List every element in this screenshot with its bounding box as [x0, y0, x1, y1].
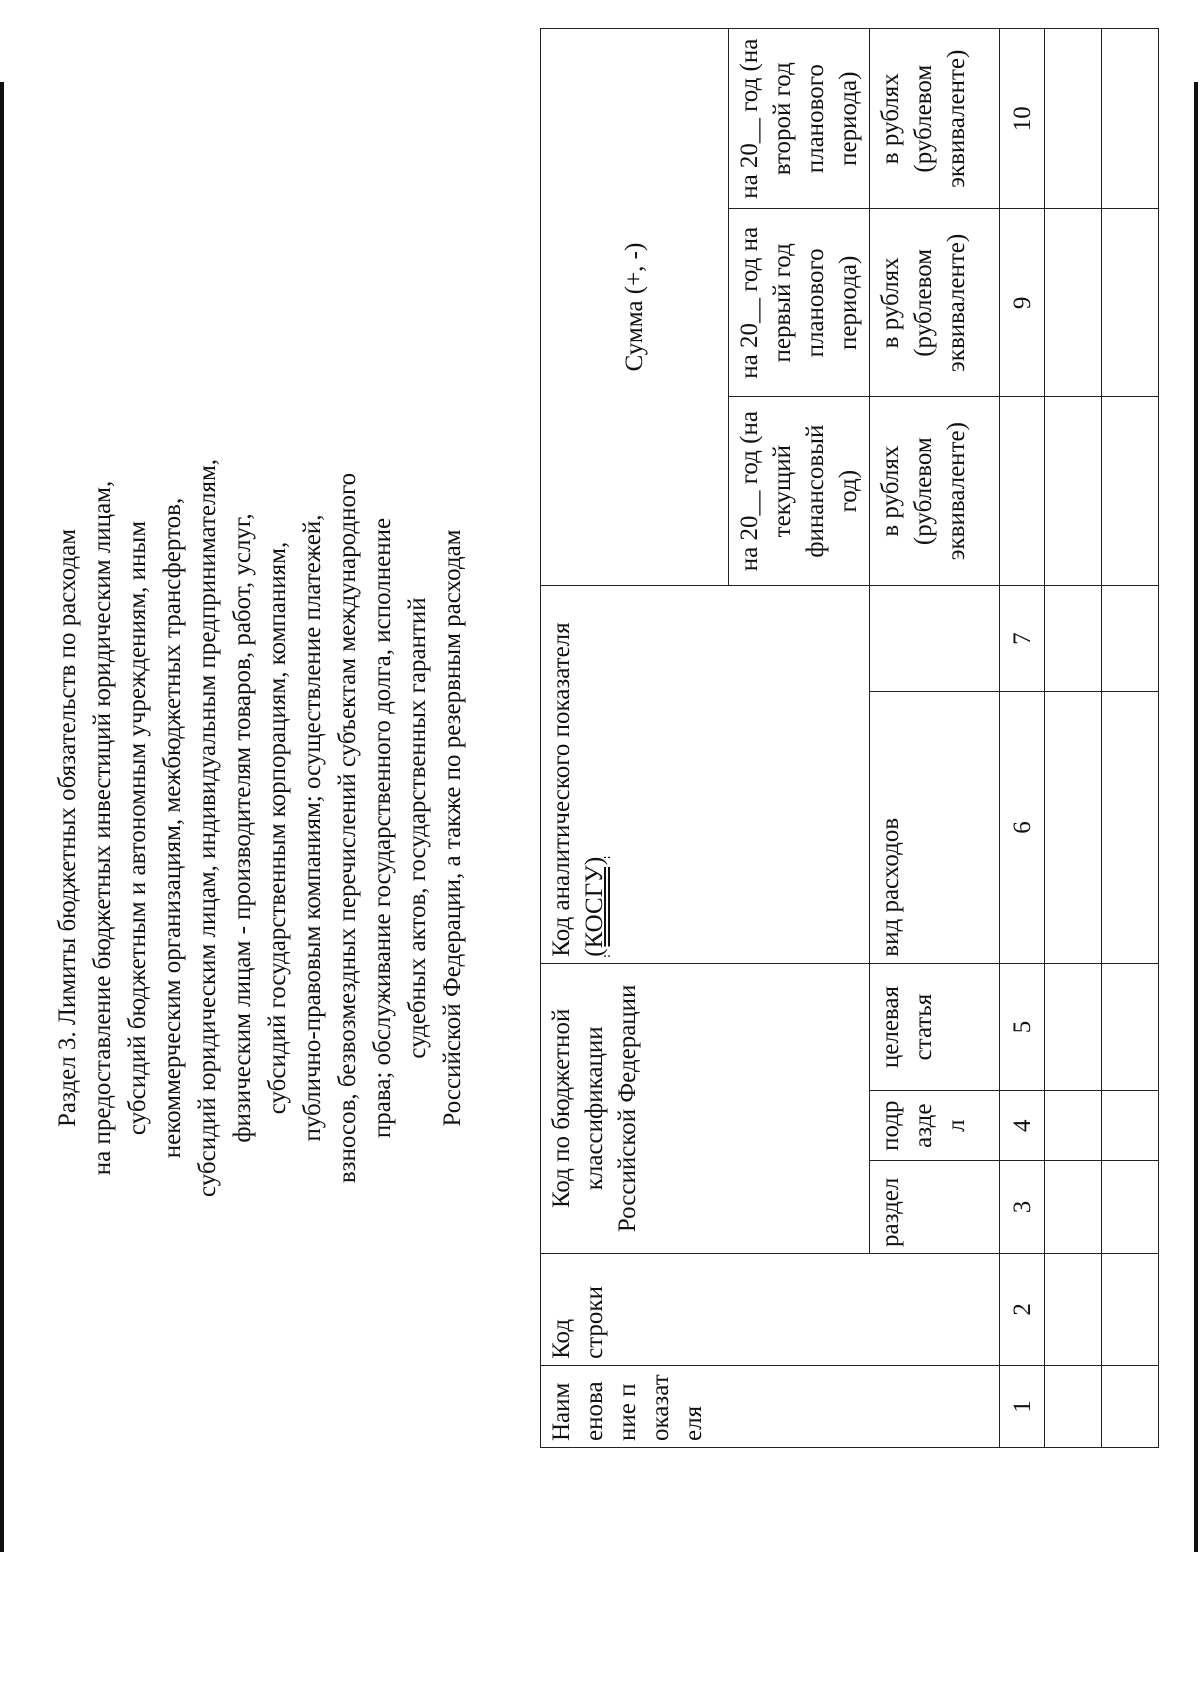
- table-cell: [1102, 1365, 1159, 1447]
- table-cell: [1102, 586, 1159, 692]
- header-row-code: Код строки: [541, 1253, 1000, 1365]
- table-cell: [1045, 963, 1102, 1091]
- column-numbers-row: [1000, 29, 1045, 1448]
- table-cell: [1102, 963, 1159, 1091]
- header-target-article: целевая статья: [870, 963, 1000, 1091]
- empty-data-row: [1102, 29, 1159, 1448]
- header-empty-cell: [870, 586, 1000, 692]
- heading-line: субсидий юридическим лицам, индивидуальным предпринимателям,: [194, 458, 221, 1198]
- heading-line: физическим лицам - производителям товаров, работ, услуг,: [229, 513, 256, 1143]
- heading-line: права; обслуживание государственного долга, исполнение: [369, 517, 396, 1139]
- table-cell: [1102, 1253, 1159, 1365]
- header-row-3: [870, 29, 1000, 1448]
- header-year-current: на 20__ год (на текущий финансовый год): [729, 397, 870, 586]
- table-cell: [1102, 692, 1159, 964]
- table-cell: [1102, 29, 1159, 209]
- table-cell: [1045, 397, 1102, 586]
- empty-data-row: [1045, 29, 1102, 1448]
- heading-line: субсидий бюджетным и автономным учреждениям, иным: [124, 520, 151, 1136]
- header-analytic-code-prefix: Код аналитического показателя: [548, 622, 575, 957]
- table-cell: [1045, 1161, 1102, 1254]
- header-indicator-name: Наименование показателя: [541, 1365, 1000, 1447]
- column-number: 1: [1000, 1365, 1045, 1447]
- header-year-second: на 20__ год (на второй год планового периода): [729, 29, 870, 209]
- kosgu-link[interactable]: (КОСГУ): [581, 856, 608, 957]
- heading-line: взносов, безвозмездных перечислений субъектам международного: [334, 472, 361, 1184]
- rotated-page-content: [50, 28, 1200, 1628]
- column-number: 6: [1000, 692, 1045, 964]
- header-subsection: подраздел: [870, 1091, 1000, 1161]
- table-cell: [1102, 1161, 1159, 1254]
- column-number: 5: [1000, 963, 1045, 1091]
- header-section: раздел: [870, 1161, 1000, 1254]
- column-number: 9: [1000, 209, 1045, 397]
- column-number: 10: [1000, 29, 1045, 209]
- header-analytic-code: [541, 586, 870, 964]
- column-number: 7: [1000, 586, 1045, 692]
- table-cell: [1102, 1091, 1159, 1161]
- table-cell: [1102, 397, 1159, 586]
- header-row-1: [541, 29, 729, 1448]
- header-unit-second: в рублях (рублевом эквиваленте): [870, 29, 1000, 209]
- table-cell: [1102, 209, 1159, 397]
- limits-table: [540, 28, 1159, 1448]
- heading-line: некоммерческим организациям, межбюджетных трансфертов,: [159, 497, 186, 1159]
- table-cell: [1045, 1253, 1102, 1365]
- heading-line: на предоставление бюджетных инвестиций юридическим лицам,: [89, 480, 116, 1176]
- column-number: [1000, 397, 1045, 586]
- table-cell: [1045, 692, 1102, 964]
- table-cell: [1045, 29, 1102, 209]
- table-cell: [1045, 586, 1102, 692]
- page-edge-left: [0, 82, 4, 1552]
- header-budget-classification: Код по бюджетной классификации Российской Федерации: [541, 963, 870, 1253]
- column-number: 3: [1000, 1161, 1045, 1254]
- header-amount: Сумма (+, -): [541, 29, 729, 586]
- header-unit-first: в рублях (рублевом эквиваленте): [870, 209, 1000, 397]
- heading-line: Раздел 3. Лимиты бюджетных обязательств по расходам: [54, 528, 81, 1128]
- heading-line: судебных актов, государственных гарантий: [404, 597, 431, 1059]
- column-number: 4: [1000, 1091, 1045, 1161]
- table-cell: [1045, 1365, 1102, 1447]
- heading-line: публично-правовым компаниям; осуществление платежей,: [299, 514, 326, 1142]
- heading-line: Российской Федерации, а также по резервным расходам: [439, 529, 466, 1127]
- section-heading: [50, 28, 470, 1628]
- header-unit-current: в рублях (рублевом эквиваленте): [870, 397, 1000, 586]
- header-year-first: на 20__ год на первый год планового периода): [729, 209, 870, 397]
- header-expense-type: вид расходов: [870, 692, 1000, 964]
- heading-line: субсидий государственным корпорациям, компаниям,: [264, 541, 291, 1115]
- column-number: 2: [1000, 1253, 1045, 1365]
- table-cell: [1045, 1091, 1102, 1161]
- table-cell: [1045, 209, 1102, 397]
